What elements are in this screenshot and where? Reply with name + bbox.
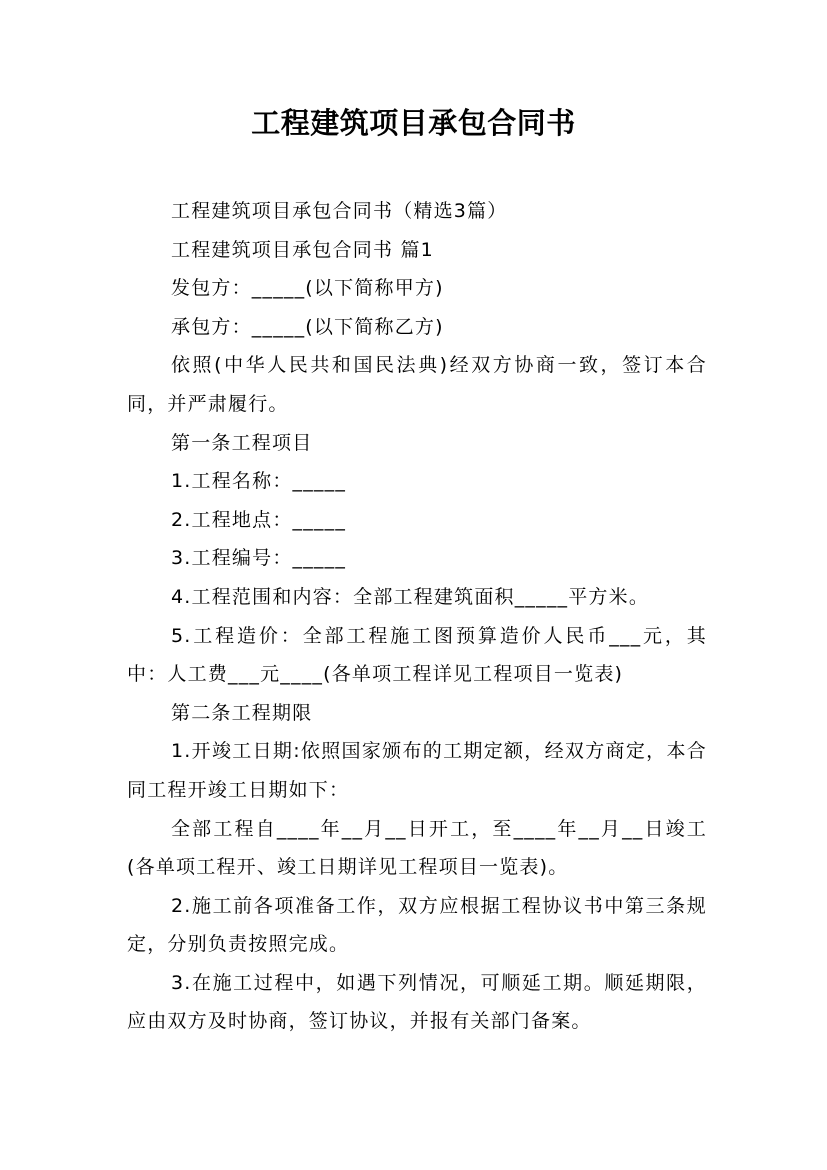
- paragraph-project-scope: 4.工程范围和内容：全部工程建筑面积_____平方米。: [171, 585, 650, 608]
- paragraph-schedule-detail: 全部工程自____年__月__日开工，至____年__月__日竣工(各单项工程开、竣工日期详见工程项目一览表)。: [127, 817, 707, 879]
- paragraph-extension: 3.在施工过程中，如遇下列情况，可顺延工期。顺延期限，应由双方及时协商，签订协议，并报有关部门备案。: [127, 971, 707, 1033]
- paragraph-project-name: 1.工程名称：_____: [171, 470, 347, 493]
- paragraph-contractor: 承包方：_____(以下简称乙方): [171, 315, 444, 338]
- paragraph-schedule-dates: 1.开竣工日期:依照国家颁布的工期定额，经双方商定，本合同工程开竣工日期如下：: [127, 740, 707, 801]
- paragraph-project-cost: 5.工程造价：全部工程施工图预算造价人民币___元，其中：人工费___元____(各单项工程详见工程项目一览表): [127, 624, 707, 686]
- paragraph-article-2-heading: 第二条工程期限: [171, 701, 313, 724]
- document-body: [127, 192, 707, 1041]
- paragraph-subtitle: 工程建筑项目承包合同书（精选3篇）: [171, 200, 508, 222]
- document-title: 工程建筑项目承包合同书: [251, 106, 576, 140]
- paragraph-project-location: 2.工程地点：_____: [171, 508, 347, 531]
- paragraph-preparation: 2.施工前各项准备工作，双方应根据工程协议书中第三条规定，分别负责按照完成。: [127, 894, 707, 956]
- paragraph-project-number: 3.工程编号：_____: [171, 547, 347, 570]
- paragraph-section-title: 工程建筑项目承包合同书 篇1: [171, 238, 434, 261]
- paragraph-preamble: 依照(中华人民共和国民法典)经双方协商一致，签订本合同，并严肃履行。: [127, 354, 707, 415]
- paragraph-article-1-heading: 第一条工程项目: [171, 431, 313, 454]
- paragraph-employer: 发包方：_____(以下简称甲方): [171, 277, 444, 300]
